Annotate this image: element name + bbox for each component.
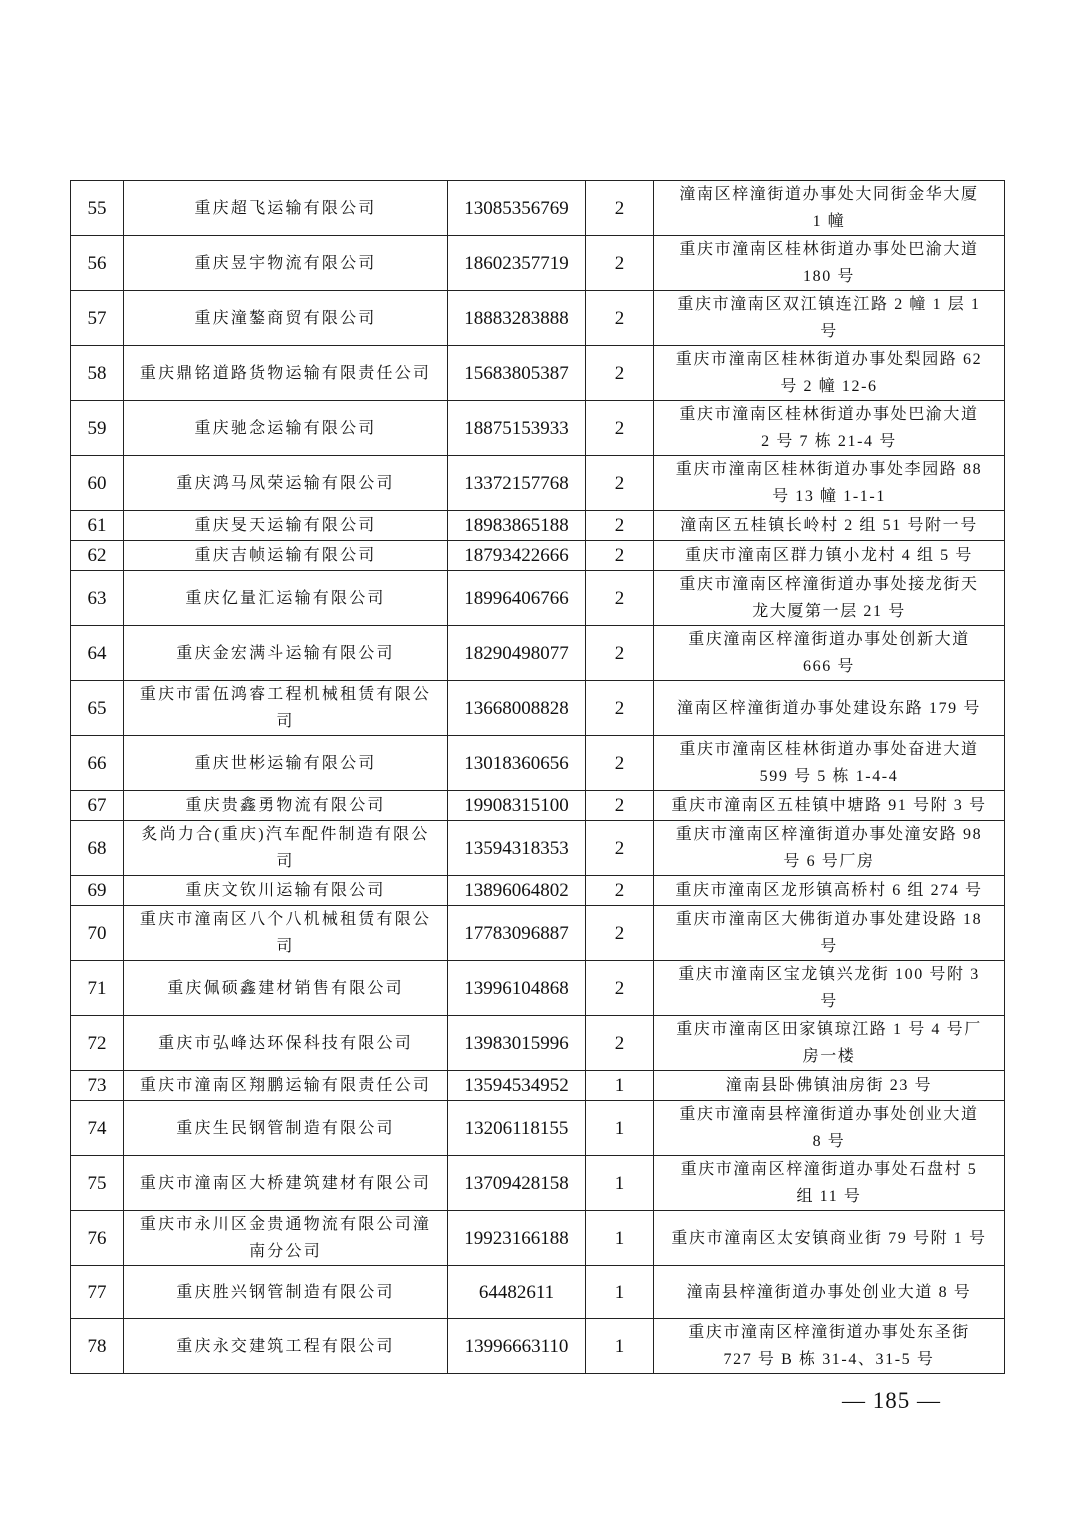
company-name: 重庆文钦川运输有限公司 [124,876,448,906]
vehicle-count: 1 [586,1156,654,1211]
company-name: 重庆生民钢管制造有限公司 [124,1101,448,1156]
vehicle-count: 2 [586,401,654,456]
company-address: 重庆潼南区梓潼街道办事处创新大道 666 号 [654,626,1005,681]
row-number: 56 [71,236,124,291]
vehicle-count: 2 [586,291,654,346]
table-row [71,401,1005,456]
vehicle-count: 2 [586,236,654,291]
phone-number: 13996663110 [448,1319,586,1374]
phone-number: 18290498077 [448,626,586,681]
company-address: 潼南县卧佛镇油房街 23 号 [654,1071,1005,1101]
row-number: 67 [71,791,124,821]
row-number: 66 [71,736,124,791]
table-row [71,236,1005,291]
phone-number: 18602357719 [448,236,586,291]
vehicle-count: 2 [586,626,654,681]
vehicle-count: 1 [586,1101,654,1156]
table-row [71,736,1005,791]
row-number: 65 [71,681,124,736]
company-name: 重庆超飞运输有限公司 [124,181,448,236]
table-row [71,511,1005,541]
row-number: 62 [71,541,124,571]
table-row [71,571,1005,626]
vehicle-count: 2 [586,821,654,876]
vehicle-count: 2 [586,961,654,1016]
company-address: 重庆市潼南区田家镇琼江路 1 号 4 号厂 房一楼 [654,1016,1005,1071]
row-number: 57 [71,291,124,346]
vehicle-count: 2 [586,1016,654,1071]
phone-number: 13896064802 [448,876,586,906]
table-row [71,961,1005,1016]
vehicle-count: 1 [586,1071,654,1101]
phone-number: 13372157768 [448,456,586,511]
row-number: 76 [71,1211,124,1266]
vehicle-count: 1 [586,1319,654,1374]
vehicle-count: 2 [586,876,654,906]
phone-number: 18793422666 [448,541,586,571]
table-row [71,1101,1005,1156]
phone-number: 13085356769 [448,181,586,236]
vehicle-count: 2 [586,541,654,571]
vehicle-count: 2 [586,791,654,821]
phone-number: 15683805387 [448,346,586,401]
company-name: 重庆亿量汇运输有限公司 [124,571,448,626]
company-name: 重庆佩硕鑫建材销售有限公司 [124,961,448,1016]
company-address: 重庆市潼南区龙形镇高桥村 6 组 274 号 [654,876,1005,906]
company-address: 重庆市潼南区大佛街道办事处建设路 18 号 [654,906,1005,961]
vehicle-count: 2 [586,571,654,626]
company-table-body [71,181,1005,1374]
row-number: 70 [71,906,124,961]
row-number: 71 [71,961,124,1016]
phone-number: 64482611 [448,1266,586,1319]
company-address: 潼南区梓潼街道办事处建设东路 179 号 [654,681,1005,736]
table-row [71,456,1005,511]
table-row [71,876,1005,906]
phone-number: 13018360656 [448,736,586,791]
table-row [71,626,1005,681]
phone-number: 13206118155 [448,1101,586,1156]
company-address: 重庆市潼南区梓潼街道办事处石盘村 5 组 11 号 [654,1156,1005,1211]
vehicle-count: 2 [586,736,654,791]
row-number: 59 [71,401,124,456]
vehicle-count: 2 [586,181,654,236]
phone-number: 17783096887 [448,906,586,961]
company-address: 重庆市潼南区桂林街道办事处奋进大道 599 号 5 栋 1-4-4 [654,736,1005,791]
company-address: 重庆市潼南县梓潼街道办事处创业大道 8 号 [654,1101,1005,1156]
company-name: 重庆吉帧运输有限公司 [124,541,448,571]
phone-number: 18883283888 [448,291,586,346]
company-name: 重庆市潼南区八个八机械租赁有限公 司 [124,906,448,961]
row-number: 68 [71,821,124,876]
company-address: 重庆市潼南区梓潼街道办事处接龙街天 龙大厦第一层 21 号 [654,571,1005,626]
company-address: 潼南区梓潼街道办事处大同街金华大厦 1 幢 [654,181,1005,236]
row-number: 69 [71,876,124,906]
company-address: 重庆市潼南区梓潼街道办事处潼安路 98 号 6 号厂房 [654,821,1005,876]
phone-number: 13594318353 [448,821,586,876]
row-number: 75 [71,1156,124,1211]
company-name: 重庆昱宇物流有限公司 [124,236,448,291]
company-table [70,180,1005,1374]
table-row [71,1319,1005,1374]
table-row [71,1211,1005,1266]
company-name: 重庆世彬运输有限公司 [124,736,448,791]
vehicle-count: 2 [586,681,654,736]
phone-number: 13983015996 [448,1016,586,1071]
company-name: 重庆永交建筑工程有限公司 [124,1319,448,1374]
row-number: 58 [71,346,124,401]
company-name: 重庆市弘峰达环保科技有限公司 [124,1016,448,1071]
table-row [71,681,1005,736]
table-row [71,346,1005,401]
company-name: 重庆鸿马凤荣运输有限公司 [124,456,448,511]
phone-number: 18996406766 [448,571,586,626]
phone-number: 13709428158 [448,1156,586,1211]
company-address: 潼南县梓潼街道办事处创业大道 8 号 [654,1266,1005,1319]
vehicle-count: 1 [586,1266,654,1319]
company-address: 重庆市潼南区桂林街道办事处梨园路 62 号 2 幢 12-6 [654,346,1005,401]
table-row [71,1266,1005,1319]
vehicle-count: 1 [586,1211,654,1266]
phone-number: 18983865188 [448,511,586,541]
table-row [71,791,1005,821]
row-number: 74 [71,1101,124,1156]
company-name: 重庆市雷伍鸿睿工程机械租赁有限公 司 [124,681,448,736]
phone-number: 13594534952 [448,1071,586,1101]
table-row [71,1016,1005,1071]
table-row [71,181,1005,236]
company-address: 重庆市潼南区双江镇连江路 2 幢 1 层 1 号 [654,291,1005,346]
company-name: 重庆旻天运输有限公司 [124,511,448,541]
row-number: 73 [71,1071,124,1101]
row-number: 63 [71,571,124,626]
vehicle-count: 2 [586,906,654,961]
table-row [71,906,1005,961]
table-row [71,541,1005,571]
table-row [71,1156,1005,1211]
company-address: 重庆市潼南区桂林街道办事处巴渝大道 2 号 7 栋 21-4 号 [654,401,1005,456]
company-name: 重庆鼎铭道路货物运输有限责任公司 [124,346,448,401]
phone-number: 18875153933 [448,401,586,456]
row-number: 78 [71,1319,124,1374]
company-address: 重庆市潼南区桂林街道办事处李园路 88 号 13 幢 1-1-1 [654,456,1005,511]
table-row [71,1071,1005,1101]
company-name: 炙尚力合(重庆)汽车配件制造有限公 司 [124,821,448,876]
vehicle-count: 2 [586,511,654,541]
row-number: 60 [71,456,124,511]
company-name: 重庆市永川区金贵通物流有限公司潼 南分公司 [124,1211,448,1266]
phone-number: 19908315100 [448,791,586,821]
company-address: 重庆市潼南区群力镇小龙村 4 组 5 号 [654,541,1005,571]
company-name: 重庆潼鏊商贸有限公司 [124,291,448,346]
phone-number: 19923166188 [448,1211,586,1266]
row-number: 55 [71,181,124,236]
company-address: 重庆市潼南区五桂镇中塘路 91 号附 3 号 [654,791,1005,821]
row-number: 61 [71,511,124,541]
phone-number: 13668008828 [448,681,586,736]
row-number: 72 [71,1016,124,1071]
company-name: 重庆贵鑫勇物流有限公司 [124,791,448,821]
page-number: — 185 — [842,1388,941,1413]
company-address: 重庆市潼南区梓潼街道办事处东圣街 727 号 B 栋 31-4、31-5 号 [654,1319,1005,1374]
row-number: 77 [71,1266,124,1319]
company-name: 重庆胜兴钢管制造有限公司 [124,1266,448,1319]
table-row [71,291,1005,346]
company-name: 重庆金宏满斗运输有限公司 [124,626,448,681]
company-name: 重庆市潼南区大桥建筑建材有限公司 [124,1156,448,1211]
vehicle-count: 2 [586,346,654,401]
company-name: 重庆市潼南区翔鹏运输有限责任公司 [124,1071,448,1101]
company-address: 重庆市潼南区太安镇商业街 79 号附 1 号 [654,1211,1005,1266]
company-name: 重庆驰念运输有限公司 [124,401,448,456]
vehicle-count: 2 [586,456,654,511]
company-address: 重庆市潼南区桂林街道办事处巴渝大道 180 号 [654,236,1005,291]
row-number: 64 [71,626,124,681]
phone-number: 13996104868 [448,961,586,1016]
company-address: 重庆市潼南区宝龙镇兴龙街 100 号附 3 号 [654,961,1005,1016]
company-address: 潼南区五桂镇长岭村 2 组 51 号附一号 [654,511,1005,541]
table-row [71,821,1005,876]
